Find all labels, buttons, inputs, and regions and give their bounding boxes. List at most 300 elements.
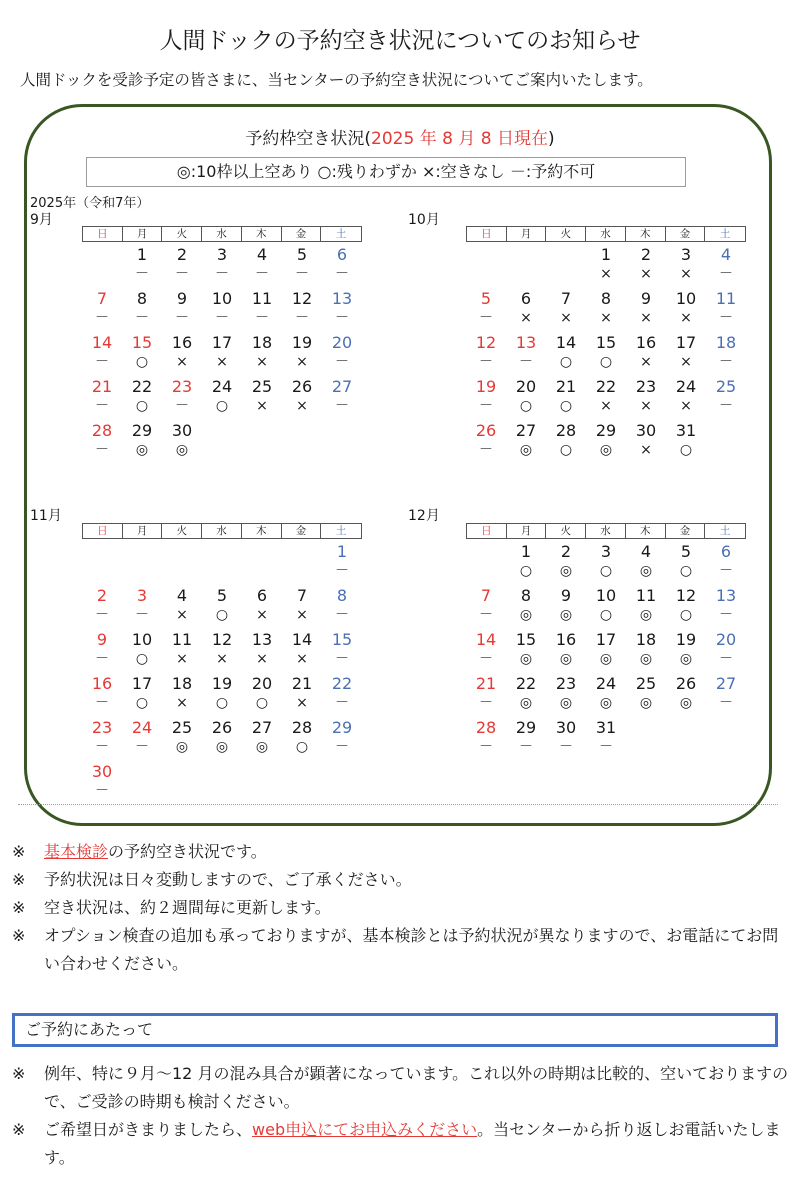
availability-mark: － [719,266,733,282]
day-number: 21 [555,377,577,396]
day-number: 13 [251,630,273,649]
availability-mark: － [599,739,613,755]
calendar-day [506,715,546,759]
availability-mark: ○ [599,563,613,579]
day-number: 27 [515,421,537,440]
day-number: 16 [171,333,193,352]
calendar-day [242,671,282,715]
day-number: 25 [715,377,737,396]
day-number: 24 [595,674,617,693]
calendar-november [82,523,362,799]
calendar-day [82,374,122,418]
availability-mark: × [296,398,308,414]
calendar-september [82,226,362,458]
calendar-day [322,583,362,627]
day-number: 4 [720,245,732,264]
calendar-october [466,226,746,458]
calendar-day [82,715,122,759]
day-number: 7 [96,289,108,308]
day-number: 11 [171,630,193,649]
availability-mark: － [719,695,733,711]
day-number: 20 [251,674,273,693]
note-item [12,866,792,894]
calendar-day [202,627,242,671]
availability-mark: － [719,651,733,667]
weekday-5: 金 [666,524,706,538]
weekday-header [82,523,362,539]
note-item [12,838,792,866]
day-number: 14 [291,630,313,649]
day-number: 2 [96,586,108,605]
availability-mark: － [479,739,493,755]
calendar-day [506,671,546,715]
availability-mark: × [680,310,692,326]
day-number: 12 [675,586,697,605]
availability-mark: ◎ [679,695,693,711]
calendar-day [202,715,242,759]
day-number: 8 [336,586,348,605]
calendar-day [242,286,282,330]
weekday-2: 火 [546,227,586,241]
availability-mark: × [296,651,308,667]
note-mark: ※ [12,898,26,917]
day-number: 10 [595,586,617,605]
weekday-1: 月 [507,524,547,538]
availability-mark: × [296,695,308,711]
day-number: 18 [171,674,193,693]
day-number: 15 [131,333,153,352]
calendar-day [586,715,626,759]
availability-mark: － [295,310,309,326]
day-number: 16 [555,630,577,649]
day-number: 2 [560,542,572,561]
day-number: 5 [296,245,308,264]
availability-mark: ◎ [559,563,573,579]
calendar-day [322,374,362,418]
calendar-day [506,374,546,418]
availability-mark: × [640,266,652,282]
calendar-day [282,242,322,286]
calendar-day [82,286,122,330]
calendar-day [626,627,666,671]
calendar-day [586,583,626,627]
month-label-november: 11月 [30,508,62,524]
day-number: 23 [635,377,657,396]
calendar-day [242,330,282,374]
availability-mark: × [640,442,652,458]
availability-mark: ◎ [519,442,533,458]
calendar-day [506,418,546,462]
availability-mark: ◎ [599,651,613,667]
day-number: 10 [675,289,697,308]
day-number: 28 [291,718,313,737]
day-number: 20 [515,377,537,396]
day-number: 17 [131,674,153,693]
day-number: 24 [211,377,233,396]
day-number: 28 [475,718,497,737]
calendar-day [466,627,506,671]
availability-mark: － [95,354,109,370]
calendar-day [322,539,362,583]
availability-mark: ◎ [255,739,269,755]
status-title-prefix: 予約枠空き状況( [245,129,372,149]
day-number: 5 [680,542,692,561]
calendar-day [586,330,626,374]
availability-mark: ◎ [175,442,189,458]
calendar-day [202,286,242,330]
availability-mark: × [256,651,268,667]
availability-mark: ○ [679,607,693,623]
day-number: 7 [296,586,308,605]
calendar-day [282,627,322,671]
calendar-day [122,583,162,627]
calendar-december [466,523,746,755]
calendar-day [82,330,122,374]
day-number: 6 [520,289,532,308]
day-number: 28 [91,421,113,440]
calendar-day [626,374,666,418]
calendar-day [586,374,626,418]
day-number: 14 [555,333,577,352]
weekday-5: 金 [666,227,706,241]
availability-mark: × [296,607,308,623]
availability-mark: × [600,266,612,282]
day-number: 16 [635,333,657,352]
availability-mark: ◎ [559,607,573,623]
reservation-notes [12,1060,792,1172]
month-label-october: 10月 [408,212,440,228]
calendar-day [626,242,666,286]
weekday-2: 火 [162,227,202,241]
availability-mark: － [135,607,149,623]
availability-mark: － [719,398,733,414]
day-number: 9 [176,289,188,308]
availability-mark: － [335,398,349,414]
calendar-day [706,374,746,418]
calendar-day [546,583,586,627]
day-number: 3 [216,245,228,264]
day-number: 11 [251,289,273,308]
calendar-day [202,583,242,627]
note-text: 空き状況は、約２週間毎に更新します。 [44,898,331,917]
day-number: 9 [96,630,108,649]
availability-mark: × [520,310,532,326]
availability-mark: ○ [135,651,149,667]
weekday-6: 土 [335,228,347,240]
calendar-day [506,539,546,583]
calendar-day [546,418,586,462]
weekday-4: 木 [626,524,666,538]
calendar-day [282,583,322,627]
month-label-december: 12月 [408,508,440,524]
availability-mark: － [95,398,109,414]
availability-mark: × [680,398,692,414]
calendar-day [282,330,322,374]
availability-mark: － [135,266,149,282]
calendar-day [162,671,202,715]
availability-mark: ◎ [639,695,653,711]
day-number: 29 [595,421,617,440]
availability-mark: ○ [295,739,309,755]
calendar-day [322,715,362,759]
calendar-day [466,330,506,374]
calendar-day [122,330,162,374]
note-text: 予約状況は日々変動しますので、ご了承ください。 [44,870,412,889]
availability-mark: ○ [215,398,229,414]
day-number: 30 [171,421,193,440]
web-application-link[interactable]: web申込にてお申込みください [252,1120,478,1139]
day-number: 26 [475,421,497,440]
calendar-day [506,330,546,374]
note-text: 。当センターから折り返しお電話いたします。 [44,1120,781,1167]
day-number: 15 [515,630,537,649]
day-number: 13 [331,289,353,308]
day-number: 1 [600,245,612,264]
availability-mark: ○ [599,354,613,370]
calendar-day [546,330,586,374]
calendar-day [706,583,746,627]
day-number: 23 [171,377,193,396]
calendar-day [202,242,242,286]
availability-mark: ◎ [599,442,613,458]
calendar-day [546,539,586,583]
reservation-heading: ご予約にあたって [12,1013,778,1047]
day-number: 14 [475,630,497,649]
weekday-3: 水 [586,227,626,241]
reservation-note-item [12,1060,792,1116]
calendar-day [706,671,746,715]
availability-mark: ◎ [599,695,613,711]
availability-mark: － [479,651,493,667]
note-text: の予約空き状況です。 [108,842,267,861]
calendar-day [586,242,626,286]
availability-mark: － [335,266,349,282]
page-title: 人間ドックの予約空き状況についてのお知らせ [159,28,641,54]
calendar-day [706,286,746,330]
calendar-day [706,627,746,671]
day-number: 2 [640,245,652,264]
calendar-day [202,671,242,715]
day-number: 22 [131,377,153,396]
day-number: 27 [715,674,737,693]
note-text: 例年、特に９月～12 月の混み具合が顕著になっています。これ以外の時期は比較的、空いておりますので、ご受診の時期も検討ください。 [44,1064,789,1111]
day-number: 5 [216,586,228,605]
availability-mark: － [479,695,493,711]
availability-mark: ○ [679,563,693,579]
calendar-day [546,627,586,671]
day-number: 31 [595,718,617,737]
calendar-day [626,418,666,462]
availability-mark: － [215,266,229,282]
availability-mark: － [95,739,109,755]
day-number: 24 [131,718,153,737]
availability-mark: × [256,607,268,623]
availability-mark: ◎ [519,695,533,711]
availability-mark: ◎ [135,442,149,458]
availability-mark: － [479,398,493,414]
day-number: 17 [675,333,697,352]
availability-mark: ○ [519,563,533,579]
basic-checkup-link[interactable]: 基本検診 [44,842,109,861]
calendar-day [506,286,546,330]
calendar-day [706,330,746,374]
calendar-day [466,418,506,462]
day-number: 9 [640,289,652,308]
availability-mark: × [680,354,692,370]
note-text: オプション検査の追加も承っておりますが、基本検診とは予約状況が異なりますので、お電話にてお問い合わせください。 [44,926,779,973]
calendar-day [666,374,706,418]
availability-mark: × [560,310,572,326]
day-number: 16 [91,674,113,693]
availability-mark: ○ [519,398,533,414]
calendar-day [626,583,666,627]
day-number: 11 [635,586,657,605]
note-item [12,894,792,922]
availability-mark: ◎ [175,739,189,755]
availability-mark: － [519,739,533,755]
availability-mark: ○ [559,398,573,414]
calendar-day [322,242,362,286]
status-title [0,124,800,149]
day-number: 10 [211,289,233,308]
availability-mark: ○ [135,354,149,370]
calendar-day [162,583,202,627]
day-number: 19 [291,333,313,352]
calendar-day [242,715,282,759]
day-number: 30 [635,421,657,440]
weekday-3: 水 [202,524,242,538]
availability-mark: ◎ [215,739,229,755]
intro-text: 人間ドックを受診予定の皆さまに、当センターの予約空き状況についてご案内いたします。 [20,71,653,89]
day-number: 15 [331,630,353,649]
calendar-day [162,627,202,671]
calendar-day [242,374,282,418]
day-number: 14 [91,333,113,352]
calendar-day [546,715,586,759]
calendar-day [322,627,362,671]
availability-mark: ○ [559,442,573,458]
availability-mark: × [256,354,268,370]
calendar-day [466,671,506,715]
calendar-day [706,242,746,286]
calendar-day [666,418,706,462]
day-number: 6 [256,586,268,605]
calendar-day [626,671,666,715]
calendar-day [586,671,626,715]
day-number: 18 [251,333,273,352]
day-number: 3 [600,542,612,561]
day-number: 30 [91,762,113,781]
availability-mark: － [335,695,349,711]
calendar-day [162,330,202,374]
availability-mark: － [175,398,189,414]
availability-mark: － [95,310,109,326]
note-mark: ※ [12,1064,26,1083]
calendar-day [666,627,706,671]
calendar-day [586,539,626,583]
availability-mark: ◎ [639,607,653,623]
day-number: 19 [475,377,497,396]
day-number: 26 [291,377,313,396]
weekday-4: 木 [626,227,666,241]
day-number: 25 [171,718,193,737]
availability-mark: － [255,266,269,282]
weekday-2: 火 [546,524,586,538]
day-number: 3 [680,245,692,264]
availability-mark: － [479,310,493,326]
calendar-day [162,286,202,330]
reservation-note-item [12,1116,792,1172]
day-number: 13 [515,333,537,352]
day-number: 13 [715,586,737,605]
availability-mark: － [719,563,733,579]
availability-mark: ○ [135,695,149,711]
divider [18,804,778,805]
day-number: 7 [480,586,492,605]
calendar-day [546,671,586,715]
availability-mark: － [335,739,349,755]
calendar-day [202,330,242,374]
calendar-day [666,330,706,374]
day-number: 5 [480,289,492,308]
availability-mark: × [600,310,612,326]
day-number: 18 [635,630,657,649]
day-number: 8 [136,289,148,308]
weekday-1: 月 [123,227,163,241]
day-number: 25 [635,674,657,693]
calendar-day [626,539,666,583]
availability-mark: － [135,310,149,326]
calendar-day [282,374,322,418]
weekday-header [466,226,746,242]
availability-mark: ○ [679,442,693,458]
availability-mark: ◎ [639,563,653,579]
calendar-grid [466,539,746,755]
day-number: 12 [475,333,497,352]
day-number: 1 [136,245,148,264]
availability-mark: － [335,651,349,667]
availability-mark: － [479,607,493,623]
day-number: 8 [600,289,612,308]
calendar-day [322,671,362,715]
calendar-day [162,242,202,286]
calendar-day [546,286,586,330]
notes-list [12,838,792,978]
weekday-4: 木 [242,524,282,538]
day-number: 19 [211,674,233,693]
day-number: 11 [715,289,737,308]
availability-mark: － [215,310,229,326]
calendar-day [122,418,162,462]
calendar-day [82,418,122,462]
calendar-day [82,583,122,627]
calendar-day [162,374,202,418]
calendar-day [466,583,506,627]
availability-mark: － [719,310,733,326]
availability-mark: × [256,398,268,414]
day-number: 17 [211,333,233,352]
weekday-0: 日 [83,227,123,241]
day-number: 24 [675,377,697,396]
note-mark: ※ [12,842,26,861]
availability-mark: × [640,310,652,326]
availability-mark: ○ [255,695,269,711]
year-label: 2025年（令和7年） [30,196,150,211]
day-number: 26 [211,718,233,737]
availability-mark: － [335,563,349,579]
calendar-day [282,715,322,759]
day-number: 19 [675,630,697,649]
